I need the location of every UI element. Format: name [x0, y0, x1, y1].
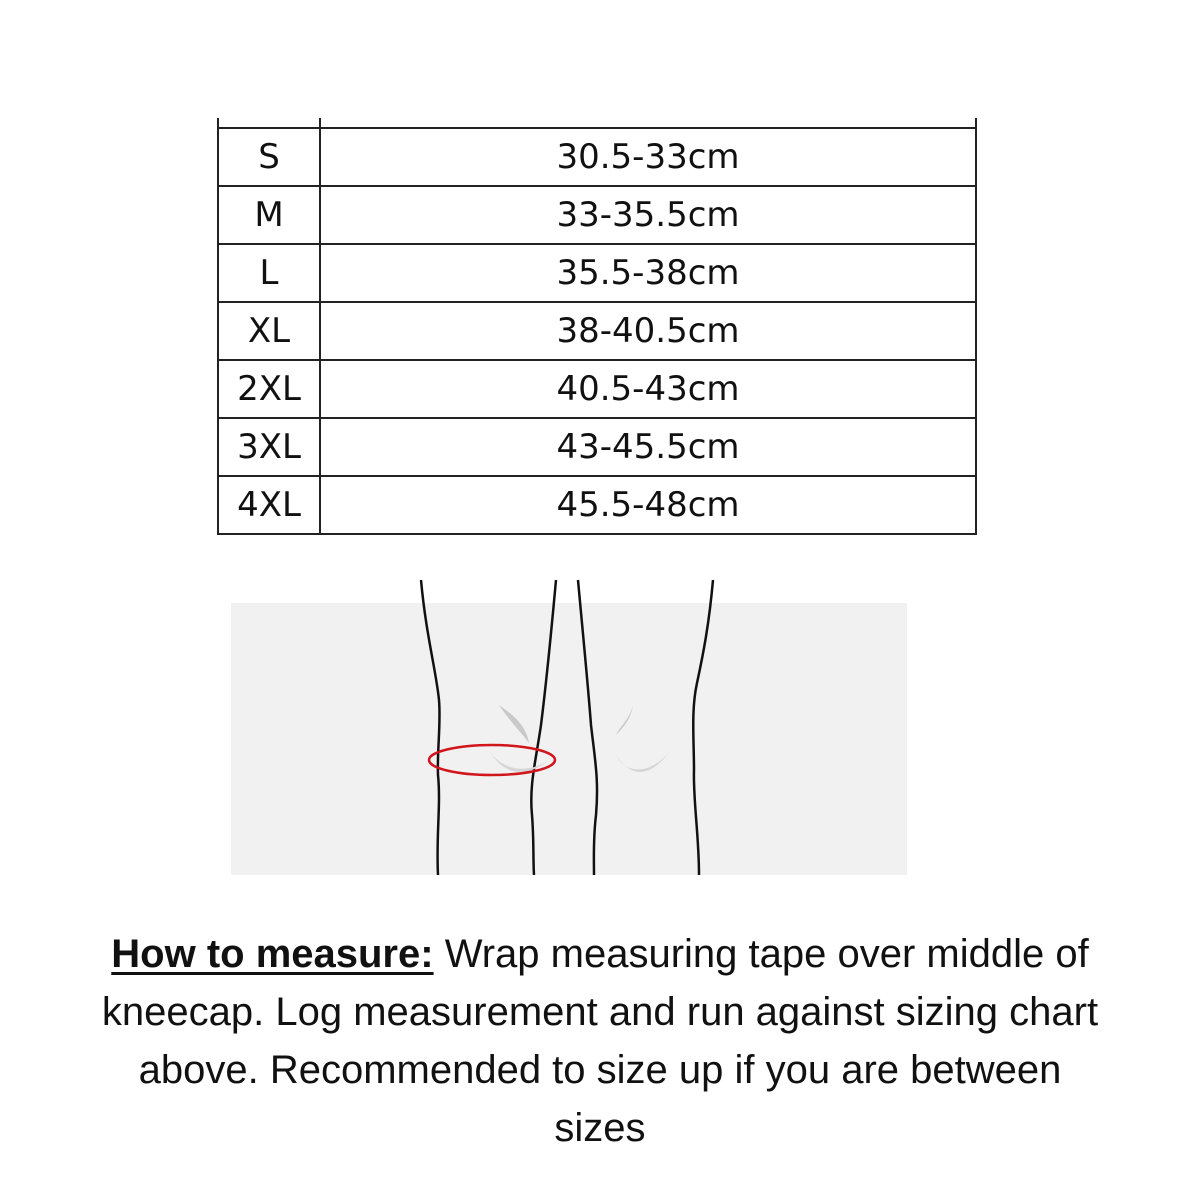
table-row — [218, 360, 976, 418]
instructions-text: Wrap measuring tape over middle of kneecap. Log measurement and run against sizing chart above. Recommended to size up if you are between sizes — [101, 932, 1099, 1150]
size-cell: 4XL — [218, 476, 320, 534]
legs-icon — [231, 575, 907, 875]
range-cell: 35.5-38cm — [320, 244, 976, 302]
table-row — [218, 418, 976, 476]
table-row — [218, 302, 976, 360]
size-cell: L — [218, 244, 320, 302]
size-cell: S — [218, 128, 320, 186]
size-chart-table — [217, 127, 977, 535]
range-cell: 45.5-48cm — [320, 476, 976, 534]
table-row — [218, 128, 976, 186]
table-row — [218, 244, 976, 302]
instructions-label: How to measure: — [111, 932, 434, 976]
range-cell: 38-40.5cm — [320, 302, 976, 360]
size-cell: 2XL — [218, 360, 320, 418]
range-cell: 40.5-43cm — [320, 360, 976, 418]
range-cell: 33-35.5cm — [320, 186, 976, 244]
size-cell: 3XL — [218, 418, 320, 476]
table-row — [218, 186, 976, 244]
size-cell: XL — [218, 302, 320, 360]
measurement-instructions — [100, 925, 1100, 1157]
range-cell: 30.5-33cm — [320, 128, 976, 186]
size-cell: M — [218, 186, 320, 244]
table-row — [218, 476, 976, 534]
knee-measurement-illustration — [231, 575, 907, 875]
range-cell: 43-45.5cm — [320, 418, 976, 476]
